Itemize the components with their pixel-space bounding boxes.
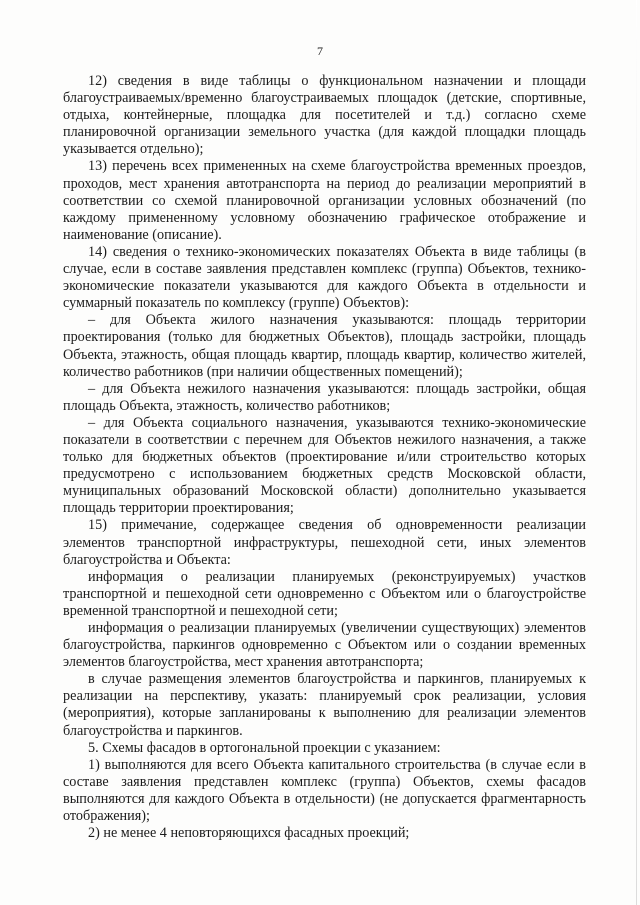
paragraph-item-12: 12) сведения в виде таблицы о функциональном назначении и площади благоустраиваемых/временно благоустраиваемых площадок (детские, спортивные, отдыха, контейнерные, площадка для посетителей и т.д.) согласно схеме планировочной организации земельного участка (для каждой площадки площадь указывается отдельно); <box>63 73 586 158</box>
paragraph-section-5-heading: 5. Схемы фасадов в ортогональной проекции с указанием: <box>88 739 441 756</box>
paragraph-landscaping-info: информация о реализации планируемых (увеличении существующих) элементов благоустройства, паркингов одновременно с Объектом или о создании временных элементов благоустройства, мест хранения автотранспорта; <box>63 620 586 671</box>
paragraph-facade-item-2: 2) не менее 4 неповторяющихся фасадных проекций; <box>88 825 410 842</box>
scan-edge-divider <box>636 0 637 905</box>
document-body <box>63 73 586 842</box>
paragraph-item-13: 13) перечень всех примененных на схеме благоустройства временных проездов, проходов, мест хранения автотранспорта на период до реализации мероприятий в соответствии со схемой планировочной организации условных обозначений (по каждому примененному условному обозначению графическое отображение и наименование (описание). <box>63 158 586 243</box>
paragraph-residential-object: – для Объекта жилого назначения указываются: площадь территории проектирования (только для бюджетных Объектов), площадь застройки, площадь Объекта, этажность, общая площадь квартир, площадь квартир, количество жителей, количество работников (при наличии общественных помещений); <box>63 312 586 380</box>
paragraph-item-14: 14) сведения о технико-экономических показателях Объекта в виде таблицы (в случае, если в составе заявления представлен комплекс (группа) Объектов, технико-экономические показатели указываются для каждого Объекта в отдельности и суммарный показатель по комплексу (группе) Объектов): <box>63 243 586 312</box>
paragraph-social-object: – для Объекта социального назначения, указываются технико-экономические показатели в соответствии с перечнем для Объектов нежилого назначения, а также только для бюджетных объектов (проектирование и/или строительство которых предусмотрено с использованием бюджетных средств Московской области, муниципальных образований Московской области) дополнительно указывается площадь территории проектирования; <box>63 414 586 517</box>
paragraph-facade-item-1: 1) выполняются для всего Объекта капитального строительства (в случае если в составе заявления представлен комплекс (группа) Объектов, схемы фасадов выполняются для каждого Объекта в отдельности) (не допускается фрагментарность отображения); <box>63 756 586 825</box>
paragraph-nonresidential-object: – для Объекта нежилого назначения указываются: площадь застройки, общая площадь Объекта, этажность, количество работников; <box>63 380 586 414</box>
page-number: 7 <box>317 44 323 58</box>
paragraph-item-15: 15) примечание, содержащее сведения об одновременности реализации элементов транспортной инфраструктуры, пешеходной сети, иных элементов благоустройства и Объекта: <box>63 517 586 568</box>
paragraph-future-placement: в случае размещения элементов благоустройства и паркингов, планируемых к реализации на перспективу, указать: планируемый срок реализации, условия (мероприятия), которые запланированы к выполнению для реализации элементов благоустройства и паркингов. <box>63 671 586 739</box>
paragraph-transport-info: информация о реализации планируемых (реконструируемых) участков транспортной и пешеходной сети одновременно с Объектом или о благоустройстве временной транспортной и пешеходной сети; <box>63 568 586 619</box>
